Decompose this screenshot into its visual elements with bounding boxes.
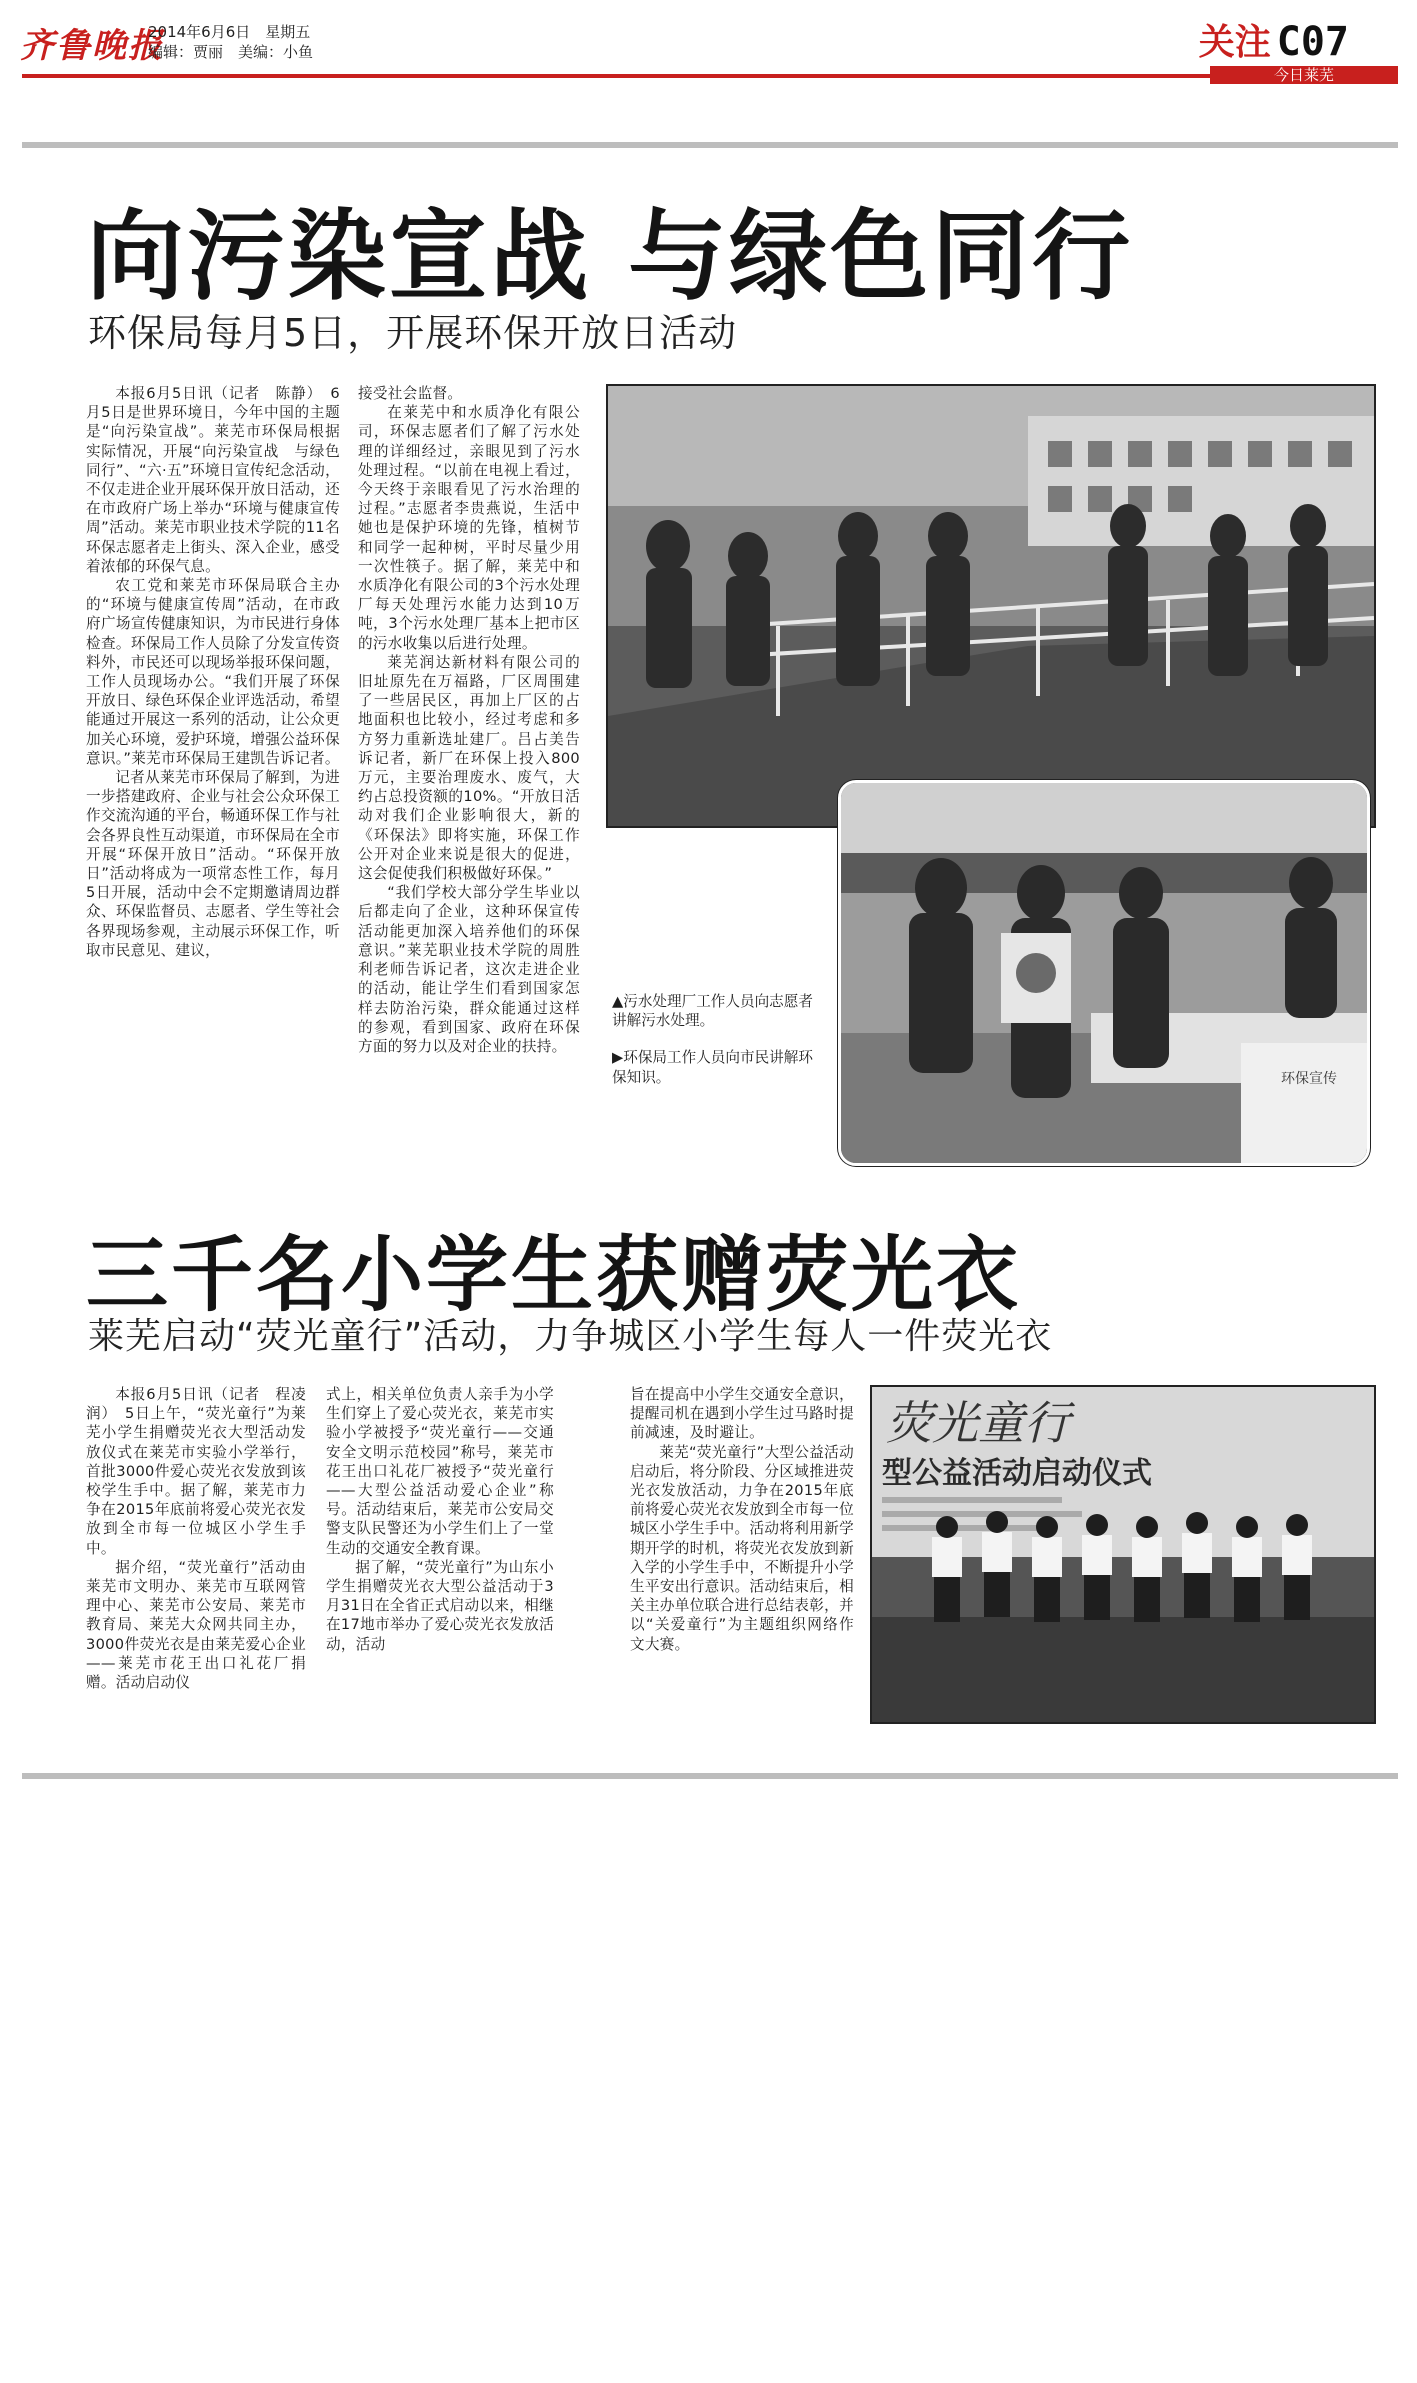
banner-line: 型公益活动启动仪式 bbox=[882, 1456, 1152, 1491]
paragraph: 莱芜润达新材料有限公司的旧址原先在万福路，厂区周围建了一些居民区，再加上厂区的占地面积也比较小，经过考虑和多方努力重新选址建厂。吕占美告诉记者，新厂在环保上投入800万元，主要治理废水、废气，大约占总投资额的10%。“开放日活动对我们企业影响很大，新的《环保法》即将实施，环保工作公开对企业来说是很大的促进，这会促使我们积极做好环保。” bbox=[358, 653, 580, 883]
divider bbox=[22, 1773, 1398, 1779]
section-name: 关注 bbox=[1198, 22, 1271, 63]
caption: ▶环保局工作人员向市民讲解环保知识。 bbox=[612, 1049, 813, 1086]
article2-headline: 三千名小学生获赠荧光衣 bbox=[86, 1228, 1022, 1323]
article1-subhead: 环保局每月5日，开展环保开放日活动 bbox=[88, 311, 738, 355]
section-header bbox=[1199, 14, 1349, 65]
booth-sign: 环保宣传 bbox=[1281, 1071, 1337, 1087]
sewage-plant-photo bbox=[606, 384, 1376, 828]
article1-column-2 bbox=[358, 384, 580, 1056]
article2-column-1 bbox=[86, 1385, 306, 1692]
paragraph: 接受社会监督。 bbox=[358, 385, 463, 402]
paragraph: “我们学校大部分学生毕业以后都走向了企业，这种环保宣传活动能更加深入培养他们的环保意识。”莱芜职业技术学院的周胜利老师告诉记者，这次走进企业的活动，能让学生们看到国家怎样去防治污染，群众能通过这样的参观，看到国家、政府在环保方面的努力以及对企业的扶持。 bbox=[358, 884, 580, 1055]
article2-column-2 bbox=[326, 1385, 554, 1654]
section-tag: 今日莱芜 bbox=[1210, 66, 1398, 84]
newspaper-logo: 齐鲁晚报 bbox=[20, 26, 164, 66]
photo-captions bbox=[612, 992, 822, 1105]
article1-headline: 向污染宣战 与绿色同行 bbox=[86, 200, 1134, 314]
issue-date: 2014年6月6日 星期五 bbox=[148, 23, 311, 41]
header-rule bbox=[22, 74, 1398, 78]
paragraph: 农工党和莱芜市环保局联合主办的“环境与健康宣传周”活动，在市政府广场宣传健康知识，为市民进行身体检查。环保局工作人员除了分发宣传资料外，市民还可以现场举报环保问题，工作人员现场办公。“我们开展了环保开放日、绿色环保企业评选活动，希望能通过开展这一系列的活动，让公众更加关心环境，爱护环境，增强公益环保意识。”莱芜市环保局王建凯告诉记者。 bbox=[86, 577, 340, 767]
caption: ▲污水处理厂工作人员向志愿者讲解污水处理。 bbox=[612, 993, 813, 1030]
paragraph: 在莱芜中和水质净化有限公司，环保志愿者们了解了污水处理的详细经过，亲眼见到了污水处理过程。“以前在电视上看过，今天终于亲眼看见了污水治理的过程。”志愿者李贵燕说，生活中她也是保护环境的先锋，植树节和同学一起种树，平时尽量少用一次性筷子。据了解，莱芜中和水质净化有限公司的3个污水处理厂每天处理污水能力达到10万吨，3个污水处理厂基本上把市区的污水收集以后进行处理。 bbox=[358, 404, 580, 652]
paragraph: 旨在提高中小学生交通安全意识，提醒司机在遇到小学生过马路时提前减速，及时避让。 bbox=[630, 1386, 854, 1442]
paragraph: 本报6月5日讯（记者 程凌润） 5日上午，“荧光童行”为莱芜小学生捐赠荧光衣大型活动发放仪式在莱芜市实验小学举行，首批3000件爱心荧光衣发放到该校学生手中。据了解，莱芜市力争在2015年底前将爱心荧光衣发放到全市每一位城区小学生手中。 bbox=[86, 1386, 306, 1557]
ceremony-photo bbox=[870, 1385, 1376, 1724]
banner-title: 荧光童行 bbox=[886, 1396, 1070, 1450]
page-number: C07 bbox=[1276, 19, 1349, 65]
editor-credits: 编辑：贾丽 美编：小鱼 bbox=[148, 43, 314, 61]
paragraph: 本报6月5日讯（记者 陈静） 6月5日是世界环境日，今年中国的主题是“向污染宣战”。莱芜市环保局根据实际情况，开展“向污染宣战 与绿色同行”、“六·五”环境日宣传纪念活动，不仅走进企业开展环保开放日活动，还在市政府广场上举办“环境与健康宣传周”活动。莱芜市职业技术学院的11名环保志愿者走上街头、深入企业，感受着浓郁的环保气息。 bbox=[86, 385, 340, 575]
article2-column-3 bbox=[630, 1385, 854, 1654]
article2-subhead: 莱芜启动“荧光童行”活动，力争城区小学生每人一件荧光衣 bbox=[88, 1316, 1053, 1357]
divider bbox=[22, 142, 1398, 148]
paragraph: 记者从莱芜市环保局了解到，为进一步搭建政府、企业与社会公众环保工作交流沟通的平台，畅通环保工作与社会各界良性互动渠道，市环保局在全市开展“环保开放日”活动。“环保开放日”活动将成为一项常态性工作，每月5日开展，活动中会不定期邀请周边群众、环保监督员、志愿者、学生等社会各界现场参观，主动展示环保工作，听取市民意见、建议， bbox=[86, 769, 340, 959]
publicity-booth-photo bbox=[838, 780, 1370, 1166]
paragraph: 莱芜“荧光童行”大型公益活动启动后，将分阶段、分区域推进荧光衣发放活动，力争在2015年底前将爱心荧光衣发放到全市每一位城区小学生手中。活动将利用新学期开学的时机，将荧光衣发放到新入学的小学生手中，不断提升小学生平安出行意识。活动结束后，相关主办单位联合进行总结表彰，并以“关爱童行”为主题组织网络作文大赛。 bbox=[630, 1443, 854, 1653]
paragraph: 据了解，“荧光童行”为山东小学生捐赠荧光衣大型公益活动于3月31日在全省正式启动以来，相继在17地市举办了爱心荧光衣发放活动，活动 bbox=[326, 1558, 554, 1653]
paragraph: 式上，相关单位负责人亲手为小学生们穿上了爱心荧光衣，莱芜市实验小学被授予“荧光童行——交通安全文明示范校园”称号，莱芜市花王出口礼花厂被授予“荧光童行——大型公益活动爱心企业”称号。活动结束后，莱芜市公安局交警支队民警还为小学生们上了一堂生动的交通安全教育课。 bbox=[326, 1386, 554, 1557]
article1-column-1 bbox=[86, 384, 340, 960]
paragraph: 据介绍，“荧光童行”活动由莱芜市文明办、莱芜市互联网管理中心、莱芜市公安局、莱芜市教育局、莱芜大众网共同主办，3000件荧光衣是由莱芜爱心企业——莱芜市花王出口礼花厂捐赠。活动启动仪 bbox=[86, 1558, 306, 1692]
